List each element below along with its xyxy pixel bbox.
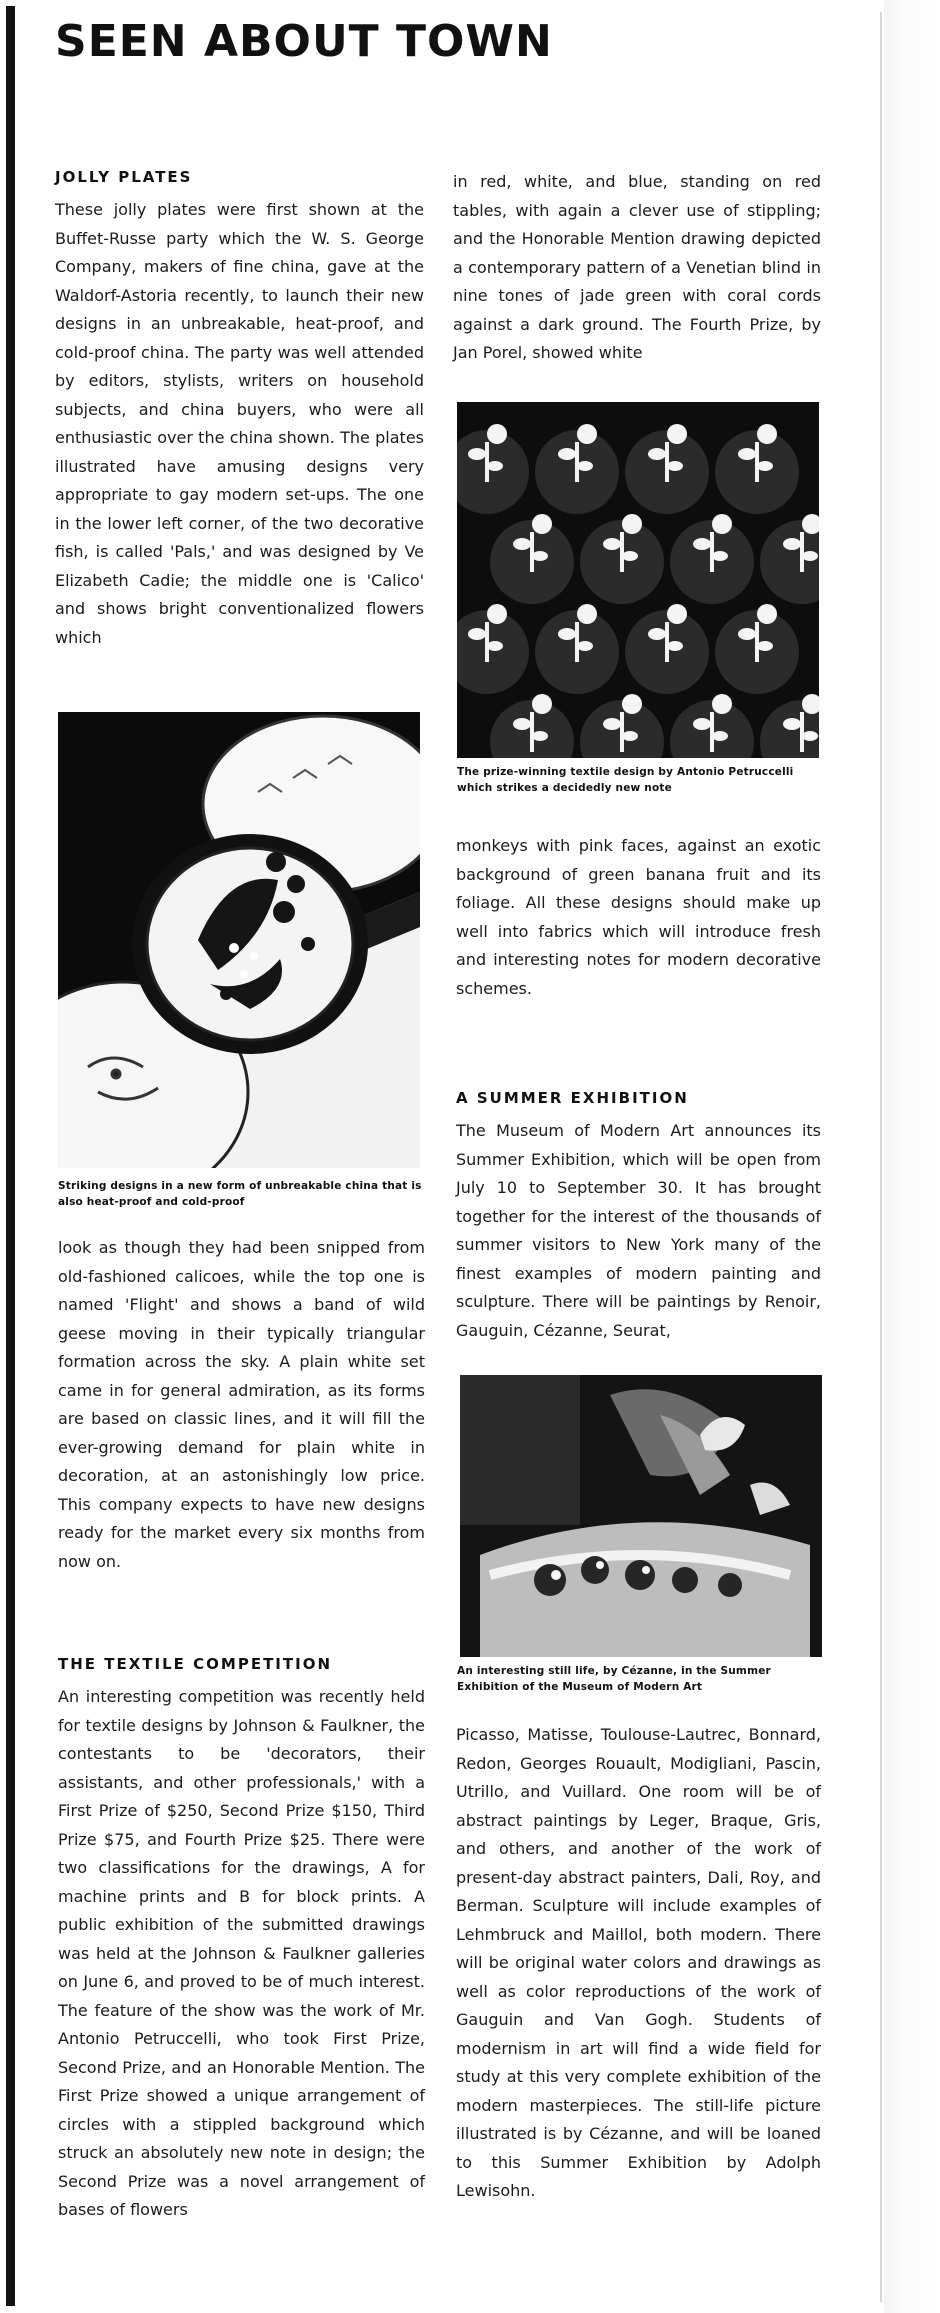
left-margin-rule [6,6,15,2306]
textile-design-caption: The prize-winning textile design by Antonio Petruccelli which strikes a decidedly new note [457,766,794,794]
summer-exhibition-heading: A SUMMER EXHIBITION [456,1089,689,1107]
still-life-caption: An interesting still life, by Cézanne, in the Summer Exhibition of the Museum of Modern Art [457,1665,771,1693]
textile-competition-paragraph-1: An interesting competition was recently held for textile designs by Johnson & Faulkner, the contestants to be 'decorators, their assistants, and other professionals,' with a First Prize of $250, Second Prize $150, Third Prize $75, and Fourth Prize $25. There were two classifications for the drawings, A for machine prints and B for block prints. A public exhibition of the submitted drawings was held at the Johnson & Faulkner galleries on June 6, and proved to be of much interest. The feature of the show was the work of Mr. Antonio Petruccelli, who took First Prize, Second Prize, and an Honorable Mention. The First Prize showed a unique arrangement of circles with a stippled background which struck an absolutely new note in design; the Second Prize was a novel arrangement of bases of flowers [58,1687,425,2219]
textile-design-photo [457,402,819,758]
still-life-photo [460,1375,822,1657]
jolly-plates-heading: JOLLY PLATES [55,168,193,186]
page-edge-line [880,12,882,2302]
jolly-plates-paragraph-2: look as though they had been snipped from old-fashioned calicoes, while the top one is named 'Flight' and shows a band of wild geese moving in their typically triangular formation across the sky. A plain white set came in for general admiration, as its forms are based on classic lines, and it will fill the ever-growing demand for plain white in decoration, at an astonishingly low price. This company expects to have new designs ready for the market every six months from now on. [58,1238,425,1571]
textile-competition-paragraph-2: in red, white, and blue, standing on red tables, with again a clever use of stippling; and the Honorable Mention drawing depicted a contemporary pattern of a Venetian blind in nine tones of jade green with coral cords against a dark ground. The Fourth Prize, by Jan Porel, showed white [453,172,821,362]
textile-competition-paragraph-3: monkeys with pink faces, against an exotic background of green banana fruit and its foliage. All these designs should make up well into fabrics which will introduce fresh and interesting notes for modern decorative schemes. [456,836,821,998]
china-plates-photo [58,712,420,1168]
textile-competition-heading: THE TEXTILE COMPETITION [58,1655,332,1673]
jolly-plates-paragraph-1: These jolly plates were first shown at the Buffet-Russe party which the W. S. George Company, makers of fine china, gave at the Waldorf-Astoria recently, to launch their new designs in an unbreakable, heat-proof, and cold-proof china. The party was well attended by editors, stylists, writers on household subjects, and china buyers, who were all enthusiastic over the china shown. The plates illustrated have amusing designs very appropriate to gay modern set-ups. The one in the lower left corner, of the two decorative fish, is called 'Pals,' and was designed by Ve Elizabeth Cadie; the middle one is 'Calico' and shows bright conventionalized flowers which [55,200,424,647]
page-edge-shadow [884,0,940,2313]
summer-exhibition-paragraph-1: The Museum of Modern Art announces its Summer Exhibition, which will be open from July 10 to September 30. It has brought together for the interest of the thousands of summer visitors to New York many of the finest examples of modern painting and sculpture. There will be paintings by Renoir, Gauguin, Cézanne, Seurat, [456,1121,821,1340]
china-plates-caption: Striking designs in a new form of unbreakable china that is also heat-proof and cold-proof [58,1180,422,1208]
page-title: SEEN ABOUT TOWN [55,16,553,67]
summer-exhibition-paragraph-2: Picasso, Matisse, Toulouse-Lautrec, Bonnard, Redon, Georges Rouault, Modigliani, Pascin, Utrillo, and Vuillard. One room will be of abstract paintings by Leger, Braque, Gris, and others, and another of the work of present-day abstract painters, Dali, Roy, and Berman. Sculpture will include examples of Lehmbruck and Maillol, both modern. There will be original water colors and drawings as well as color reproductions of the work of Gauguin and Van Gogh. Students of modernism in art will find a wide field for study at this very complete exhibition of the modern masterpieces. The still-life picture illustrated is by Cézanne, and will be loaned to this Summer Exhibition by Adolph Lewisohn. [456,1725,821,2200]
